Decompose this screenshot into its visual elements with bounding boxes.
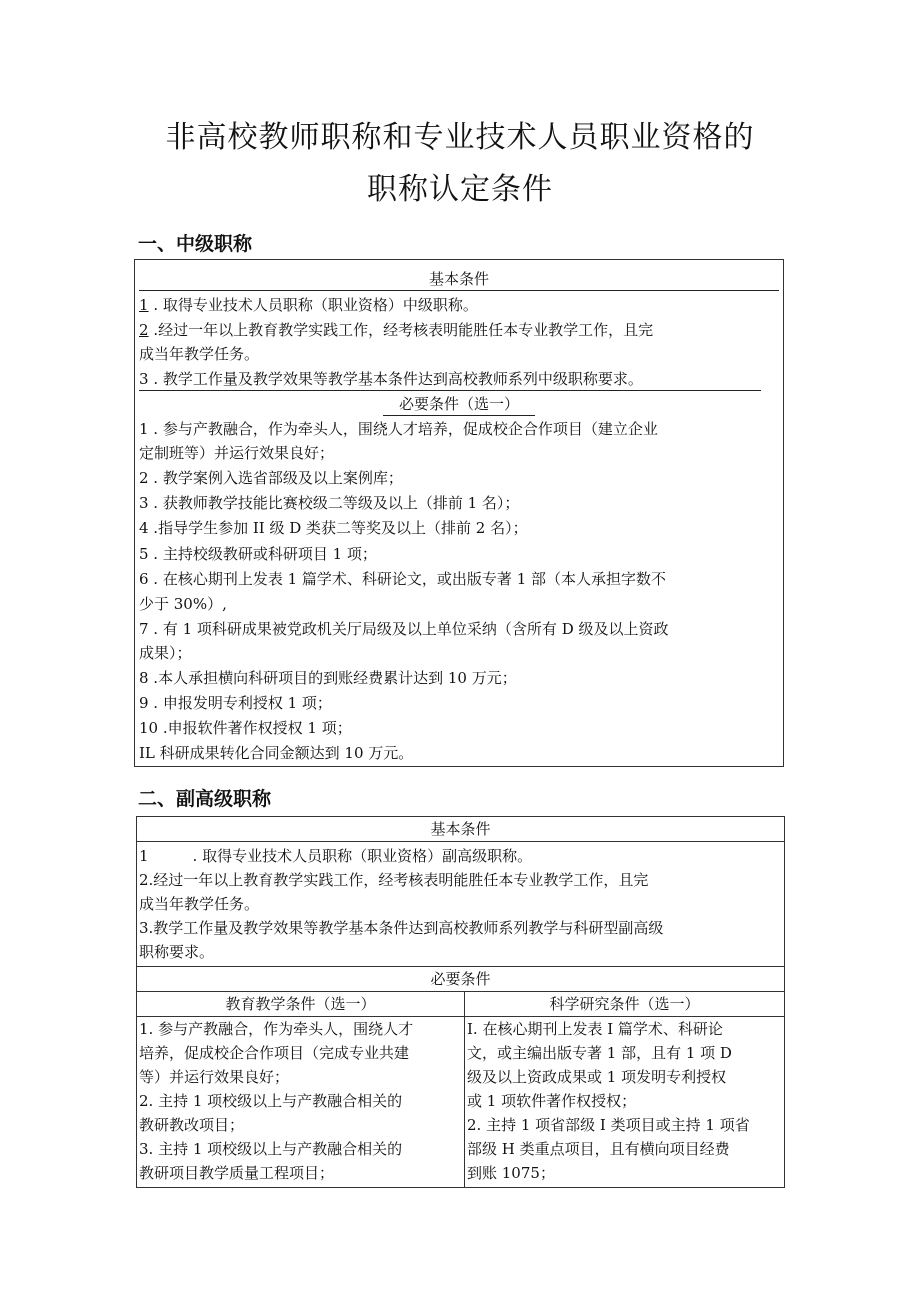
basic-condition-2-continued: 成当年教学任务。 — [139, 345, 260, 363]
basic-condition-line: 2.经过一年以上教育教学实践工作，经考核表明能胜任本专业教学工作，且完 — [139, 871, 649, 889]
required-condition-line: 定制班等）并运行效果良好； — [139, 444, 335, 462]
basic-condition-line: 成当年教学任务。 — [139, 895, 260, 913]
basic-condition-line: 职称要求。 — [139, 943, 215, 961]
basic-condition-1 — [139, 293, 478, 317]
teaching-condition-line: 2. 主持 1 项校级以上与产教融合相关的 — [139, 1092, 403, 1110]
basic-condition-number: 1 — [139, 847, 149, 865]
research-conditions-cell — [465, 1017, 785, 1188]
required-condition-line: 3 . 获教师教学技能比赛校级二等级及以上（排前 1 名）； — [139, 494, 520, 512]
associate-senior-conditions-table — [136, 816, 785, 1188]
document-title-line-1: 非高校教师职称和专业技术人员职业资格的 — [165, 120, 755, 155]
basic-condition-number: 3 — [139, 370, 149, 388]
basic-condition-3 — [139, 368, 761, 391]
teaching-condition-line: 教研教改项目； — [139, 1116, 245, 1134]
required-condition-line: 7 . 有 1 项科研成果被党政机关厅局级及以上单位采纳（含所有 D 级及以上资政 — [139, 620, 669, 638]
basic-condition-text: . 教学工作量及教学效果等教学基本条件达到高校教师系列中级职称要求。 — [148, 370, 643, 388]
document-title-line-2: 职称认定条件 — [367, 172, 553, 207]
research-condition-line: 文，或主编出版专著 1 部，且有 1 项 D — [467, 1044, 732, 1062]
basic-condition-1 — [139, 844, 782, 868]
teaching-conditions-cell — [137, 1017, 465, 1188]
basic-condition-text: . 取得专业技术人员职称（职业资格）中级职称。 — [148, 296, 478, 314]
basic-condition-text: . 取得专业技术人员职称（职业资格）副高级职称。 — [192, 847, 533, 865]
teaching-condition-line: 等）并运行效果良好； — [139, 1068, 290, 1086]
basic-condition-2 — [139, 318, 653, 342]
required-condition-line: 6 . 在核心期刊上发表 1 篇学术、科研论文，或出版专著 1 部（本人承担字数不 — [139, 570, 667, 588]
basic-condition-number: 1 — [139, 296, 149, 314]
teaching-condition-line: 3. 主持 1 项校级以上与产教融合相关的 — [139, 1140, 403, 1158]
required-condition-line: 少于 30%）, — [139, 595, 227, 613]
required-condition-line: 10 .申报软件著作权授权 1 项； — [139, 719, 352, 737]
research-condition-line: I. 在核心期刊上发表 I 篇学术、科研论 — [467, 1020, 723, 1038]
research-condition-line: 部级 H 类重点项目，且有横向项目经费 — [467, 1140, 730, 1158]
research-condition-line: 或 1 项软件著作权授权； — [467, 1092, 637, 1110]
required-condition-line: 2 . 教学案例入选省部级及以上案例库； — [139, 469, 403, 487]
section-2-heading: 二、副高级职称 — [138, 788, 272, 810]
basic-conditions-cell — [137, 842, 785, 967]
research-condition-line: 2. 主持 1 项省部级 I 类项目或主持 1 项省 — [467, 1116, 750, 1134]
required-condition-line: IL 科研成果转化合同金额达到 10 万元。 — [139, 744, 414, 762]
section-1-heading: 一、中级职称 — [138, 233, 253, 255]
teaching-condition-line: 培养，促成校企合作项目（完成专业共建 — [139, 1044, 410, 1062]
required-condition-line: 9 . 申报发明专利授权 1 项； — [139, 694, 332, 712]
teaching-condition-line: 1. 参与产教融合，作为牵头人，围绕人才 — [139, 1020, 414, 1038]
basic-conditions-header: 基本条件 — [139, 268, 779, 291]
required-conditions-header: 必要条件 — [137, 967, 785, 992]
required-condition-line: 成果）； — [139, 644, 192, 662]
required-condition-line: 5 . 主持校级教研或科研项目 1 项； — [139, 545, 377, 563]
required-condition-line: 4 .指导学生参加 II 级 D 类获二等奖及以上（排前 2 名）； — [139, 519, 528, 537]
intermediate-conditions-box — [134, 259, 784, 767]
basic-condition-text: .经过一年以上教育教学实践工作，经考核表明能胜任本专业教学工作，且完 — [148, 321, 654, 339]
basic-condition-line: 3.教学工作量及教学效果等教学基本条件达到高校教师系列教学与科研型副高级 — [139, 919, 664, 937]
research-condition-line: 级及以上资政成果或 1 项发明专利授权 — [467, 1068, 727, 1086]
research-condition-line: 到账 1075； — [467, 1164, 555, 1182]
required-conditions-header: 必要条件（选一） — [383, 393, 535, 416]
research-conditions-header: 科学研究条件（选一） — [465, 992, 785, 1017]
basic-conditions-header: 基本条件 — [137, 817, 785, 842]
basic-condition-number: 2 — [139, 321, 149, 339]
teaching-conditions-header: 教育教学条件（选一） — [137, 992, 465, 1017]
teaching-condition-line: 教研项目教学质量工程项目； — [139, 1164, 335, 1182]
required-condition-line: 8 .本人承担横向科研项目的到账经费累计达到 10 万元； — [139, 669, 517, 687]
required-condition-line: 1 . 参与产教融合，作为牵头人，围绕人才培养，促成校企合作项目（建立企业 — [139, 420, 658, 438]
